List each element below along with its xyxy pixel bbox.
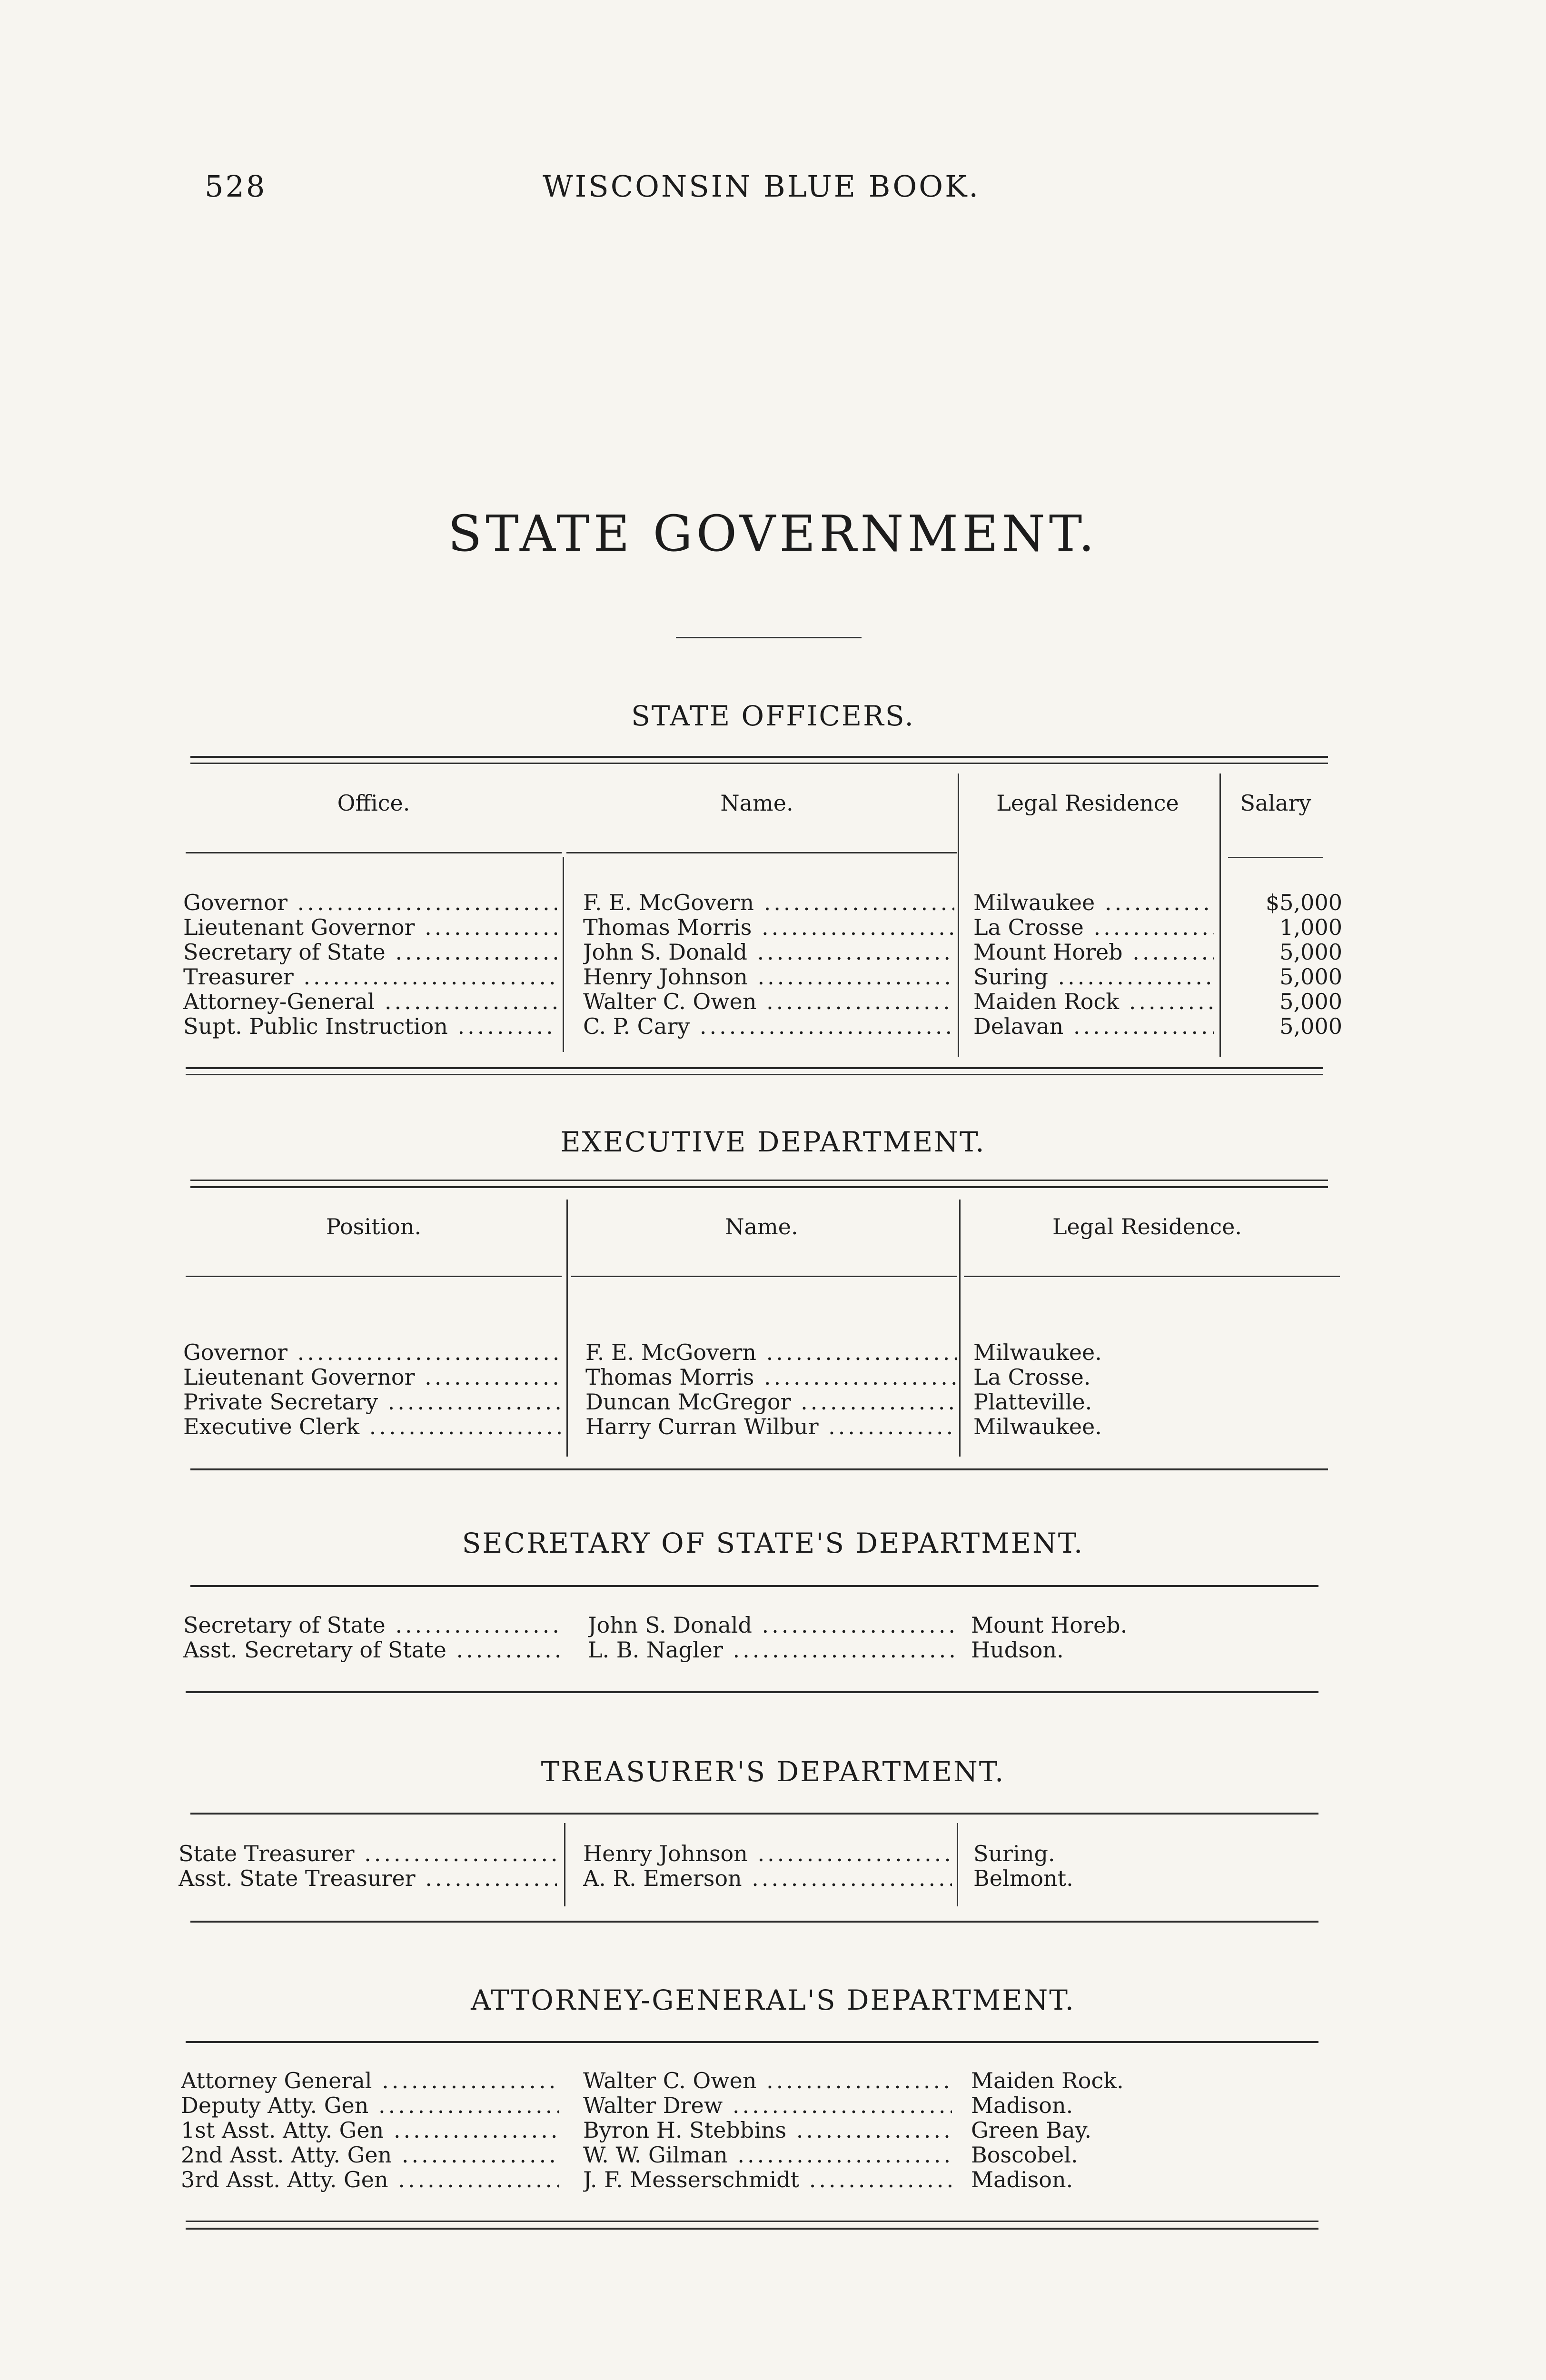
residence-cell: Mount Horeb ..... — [973, 940, 1214, 964]
col-name: Name. — [720, 790, 793, 816]
residence-cell: La Crosse ..... — [973, 915, 1214, 940]
name-cell: L. B. Nagler ..... — [588, 1637, 954, 1662]
name-cell: John S. Donald ..... — [583, 940, 954, 964]
title-divider — [676, 637, 862, 638]
rule — [190, 1813, 1318, 1815]
rule — [190, 1180, 1328, 1181]
state-officers-heading: STATE OFFICERS. — [631, 700, 915, 732]
name-cell: Walter C. Owen ..... — [583, 989, 954, 1014]
attorney-general-heading: ATTORNEY-GENERAL'S DEPARTMENT. — [471, 1984, 1075, 2016]
name-cell: J. F. Messerschmidt ..... — [583, 2167, 952, 2192]
col-residence: Legal Residence. — [1052, 1214, 1242, 1240]
executive-heading: EXECUTIVE DEPARTMENT. — [560, 1126, 986, 1158]
col-position: Position. — [326, 1214, 422, 1240]
col-residence: Legal Residence — [996, 790, 1179, 816]
office-cell: Governor ..... — [183, 890, 557, 915]
column-divider — [563, 857, 564, 1052]
col-name: Name. — [725, 1214, 798, 1240]
column-divider — [957, 1823, 958, 1906]
office-cell: Attorney-General ..... — [183, 989, 557, 1014]
header-underline — [964, 1276, 1340, 1277]
salary-cell: $5,000 — [1266, 890, 1342, 915]
position-cell: Secretary of State ..... — [183, 1613, 562, 1637]
residence-cell: Maiden Rock ..... — [973, 989, 1214, 1014]
rule — [190, 1585, 1318, 1587]
residence-cell: Green Bay. — [971, 2118, 1092, 2142]
header-underline — [186, 852, 562, 853]
column-divider — [959, 1200, 961, 1457]
rule — [190, 1468, 1328, 1470]
residence-cell: Milwaukee ..... — [973, 890, 1214, 915]
residence-cell: Boscobel. — [971, 2142, 1078, 2167]
position-cell: Asst. State Treasurer ..... — [178, 1866, 557, 1891]
position-cell: Asst. Secretary of State ..... — [183, 1637, 562, 1662]
position-cell: Private Secretary ..... — [183, 1389, 562, 1414]
rule — [186, 2221, 1318, 2222]
residence-cell: Madison. — [971, 2167, 1073, 2192]
office-cell: Treasurer ..... — [183, 964, 557, 989]
residence-cell: Madison. — [971, 2093, 1073, 2118]
position-cell: Attorney General ..... — [181, 2068, 559, 2093]
position-cell: 2nd Asst. Atty. Gen ..... — [181, 2142, 559, 2167]
header-underline — [566, 852, 957, 853]
salary-cell: 5,000 — [1279, 1014, 1342, 1039]
salary-cell: 5,000 — [1279, 940, 1342, 964]
office-cell: Lieutenant Governor ..... — [183, 915, 557, 940]
position-cell: 3rd Asst. Atty. Gen ..... — [181, 2167, 559, 2192]
salary-cell: 5,000 — [1279, 964, 1342, 989]
residence-cell: Belmont. — [973, 1866, 1073, 1891]
salary-cell: 5,000 — [1279, 989, 1342, 1014]
residence-cell: Milwaukee. — [973, 1340, 1102, 1365]
residence-cell: Delavan ..... — [973, 1014, 1214, 1039]
name-cell: Walter Drew ..... — [583, 2093, 952, 2118]
rule — [186, 1691, 1318, 1693]
name-cell: F. E. McGovern ..... — [583, 890, 954, 915]
rule — [190, 1186, 1328, 1188]
name-cell: John S. Donald ..... — [588, 1613, 954, 1637]
residence-cell: Hudson. — [971, 1637, 1064, 1662]
position-cell: Governor ..... — [183, 1340, 562, 1365]
residence-cell: Suring. — [973, 1841, 1055, 1866]
column-divider — [1219, 774, 1221, 1057]
position-cell: Executive Clerk ..... — [183, 1414, 562, 1439]
running-title: WISCONSIN BLUE BOOK. — [543, 169, 981, 204]
page-number: 528 — [205, 169, 267, 204]
column-divider — [564, 1823, 565, 1906]
header-underline — [186, 1276, 562, 1277]
header-underline — [1228, 857, 1323, 858]
residence-cell: La Crosse. — [973, 1365, 1091, 1389]
page-title: STATE GOVERNMENT. — [447, 505, 1099, 563]
treasurer-heading: TREASURER'S DEPARTMENT. — [541, 1755, 1005, 1788]
name-cell: Byron H. Stebbins ..... — [583, 2118, 952, 2142]
column-divider — [566, 1200, 568, 1457]
name-cell: Henry Johnson ..... — [583, 964, 954, 989]
name-cell: C. P. Cary ..... — [583, 1014, 954, 1039]
position-cell: State Treasurer ..... — [178, 1841, 557, 1866]
residence-cell: Suring ..... — [973, 964, 1214, 989]
name-cell: Harry Curran Wilbur ..... — [585, 1414, 957, 1439]
position-cell: Lieutenant Governor ..... — [183, 1365, 562, 1389]
salary-cell: 1,000 — [1279, 915, 1342, 940]
name-cell: A. R. Emerson ..... — [583, 1866, 952, 1891]
name-cell: Henry Johnson ..... — [583, 1841, 952, 1866]
rule — [190, 1921, 1318, 1923]
position-cell: Deputy Atty. Gen ..... — [181, 2093, 559, 2118]
residence-cell: Maiden Rock. — [971, 2068, 1124, 2093]
rule — [186, 2041, 1318, 2043]
column-divider — [958, 774, 959, 1057]
name-cell: Thomas Morris ..... — [583, 915, 954, 940]
residence-cell: Milwaukee. — [973, 1414, 1102, 1439]
residence-cell: Mount Horeb. — [971, 1613, 1128, 1637]
name-cell: Walter C. Owen ..... — [583, 2068, 952, 2093]
rule — [186, 2228, 1318, 2230]
rule — [186, 1074, 1323, 1075]
position-cell: 1st Asst. Atty. Gen ..... — [181, 2118, 559, 2142]
col-office: Office. — [337, 790, 410, 816]
rule — [186, 1067, 1323, 1069]
secretary-heading: SECRETARY OF STATE'S DEPARTMENT. — [462, 1527, 1084, 1559]
rule — [190, 756, 1328, 758]
name-cell: Duncan McGregor ..... — [585, 1389, 957, 1414]
office-cell: Supt. Public Instruction ..... — [183, 1014, 557, 1039]
rule — [190, 763, 1328, 764]
name-cell: W. W. Gilman ..... — [583, 2142, 952, 2167]
office-cell: Secretary of State ..... — [183, 940, 557, 964]
name-cell: F. E. McGovern ..... — [585, 1340, 957, 1365]
header-underline — [571, 1276, 957, 1277]
name-cell: Thomas Morris ..... — [585, 1365, 957, 1389]
col-salary: Salary — [1240, 790, 1311, 816]
residence-cell: Platteville. — [973, 1389, 1092, 1414]
